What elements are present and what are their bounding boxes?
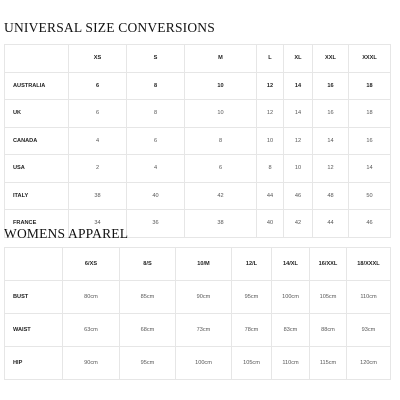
table-cell: 14 [284,72,313,100]
column-header: M [185,45,257,73]
womens-apparel-header [5,248,391,281]
table-row [5,127,391,155]
table-cell: 38 [69,182,127,210]
table-cell: 8 [185,127,257,155]
column-header: 12/L [232,248,272,281]
table-row [5,155,391,183]
table-cell: 12 [313,155,349,183]
column-header: XXL [313,45,349,73]
column-header: 10/M [176,248,232,281]
column-header: 8/S [120,248,176,281]
table-cell: 8 [127,72,185,100]
table-cell: 36 [127,210,185,238]
header-row [5,248,391,281]
table-cell: 6 [69,100,127,128]
table-cell: 44 [313,210,349,238]
table-cell: 46 [349,210,391,238]
table-row [5,100,391,128]
row-label: WAIST [5,314,63,347]
row-label: CANADA [5,127,69,155]
row-label: AUSTRALIA [5,72,69,100]
corner-cell [5,248,63,281]
table-cell: 50 [349,182,391,210]
column-header: 14/XL [272,248,310,281]
size-conversions-title: UNIVERSAL SIZE CONVERSIONS [4,20,215,35]
table-cell: 63cm [63,314,120,347]
womens-apparel-table [4,247,391,380]
table-cell: 18 [349,100,391,128]
table-cell: 68cm [120,314,176,347]
table-cell: 120cm [347,347,391,380]
table-cell: 90cm [63,347,120,380]
table-cell: 46 [284,182,313,210]
table-cell: 88cm [310,314,347,347]
table-cell: 42 [284,210,313,238]
table-row [5,182,391,210]
row-label: BUST [5,281,63,314]
table-row [5,72,391,100]
table-cell: 14 [313,127,349,155]
table-cell: 8 [257,155,284,183]
size-conversions-table [4,44,391,238]
column-header: 16/XXL [310,248,347,281]
column-header: 6/XS [63,248,120,281]
table-cell: 110cm [347,281,391,314]
table-cell: 10 [185,72,257,100]
table-cell: 90cm [176,281,232,314]
row-label: HIP [5,347,63,380]
column-header: XS [69,45,127,73]
corner-cell [5,45,69,73]
table-cell: 85cm [120,281,176,314]
table-cell: 80cm [63,281,120,314]
size-conversions-header [5,45,391,73]
table-cell: 100cm [176,347,232,380]
table-cell: 8 [127,100,185,128]
table-cell: 12 [257,72,284,100]
table-cell: 16 [313,100,349,128]
table-cell: 78cm [232,314,272,347]
table-cell: 16 [349,127,391,155]
table-cell: 44 [257,182,284,210]
column-header: 18/XXXL [347,248,391,281]
womens-apparel-title: WOMENS APPAREL [4,226,129,241]
table-cell: 4 [127,155,185,183]
table-cell: 38 [185,210,257,238]
column-header: XXXL [349,45,391,73]
table-cell: 105cm [232,347,272,380]
table-cell: 4 [69,127,127,155]
table-cell: 48 [313,182,349,210]
table-row [5,347,391,380]
table-cell: 18 [349,72,391,100]
table-cell: 16 [313,72,349,100]
table-cell: 110cm [272,347,310,380]
table-cell: 14 [349,155,391,183]
table-row [5,281,391,314]
header-row [5,45,391,73]
table-cell: 10 [257,127,284,155]
table-cell: 42 [185,182,257,210]
table-cell: 12 [257,100,284,128]
table-cell: 95cm [232,281,272,314]
table-cell: 10 [284,155,313,183]
table-cell: 115cm [310,347,347,380]
row-label: USA [5,155,69,183]
table-cell: 73cm [176,314,232,347]
table-cell: 34 [69,210,127,238]
row-label: FRANCE [5,210,69,238]
table-cell: 95cm [120,347,176,380]
table-cell: 6 [185,155,257,183]
row-label: ITALY [5,182,69,210]
table-cell: 6 [69,72,127,100]
row-label: UK [5,100,69,128]
table-cell: 100cm [272,281,310,314]
table-cell: 14 [284,100,313,128]
table-cell: 12 [284,127,313,155]
table-cell: 10 [185,100,257,128]
table-row [5,314,391,347]
table-cell: 6 [127,127,185,155]
table-cell: 40 [127,182,185,210]
column-header: L [257,45,284,73]
table-cell: 93cm [347,314,391,347]
table-cell: 105cm [310,281,347,314]
column-header: XL [284,45,313,73]
column-header: S [127,45,185,73]
table-cell: 40 [257,210,284,238]
table-cell: 2 [69,155,127,183]
table-cell: 83cm [272,314,310,347]
